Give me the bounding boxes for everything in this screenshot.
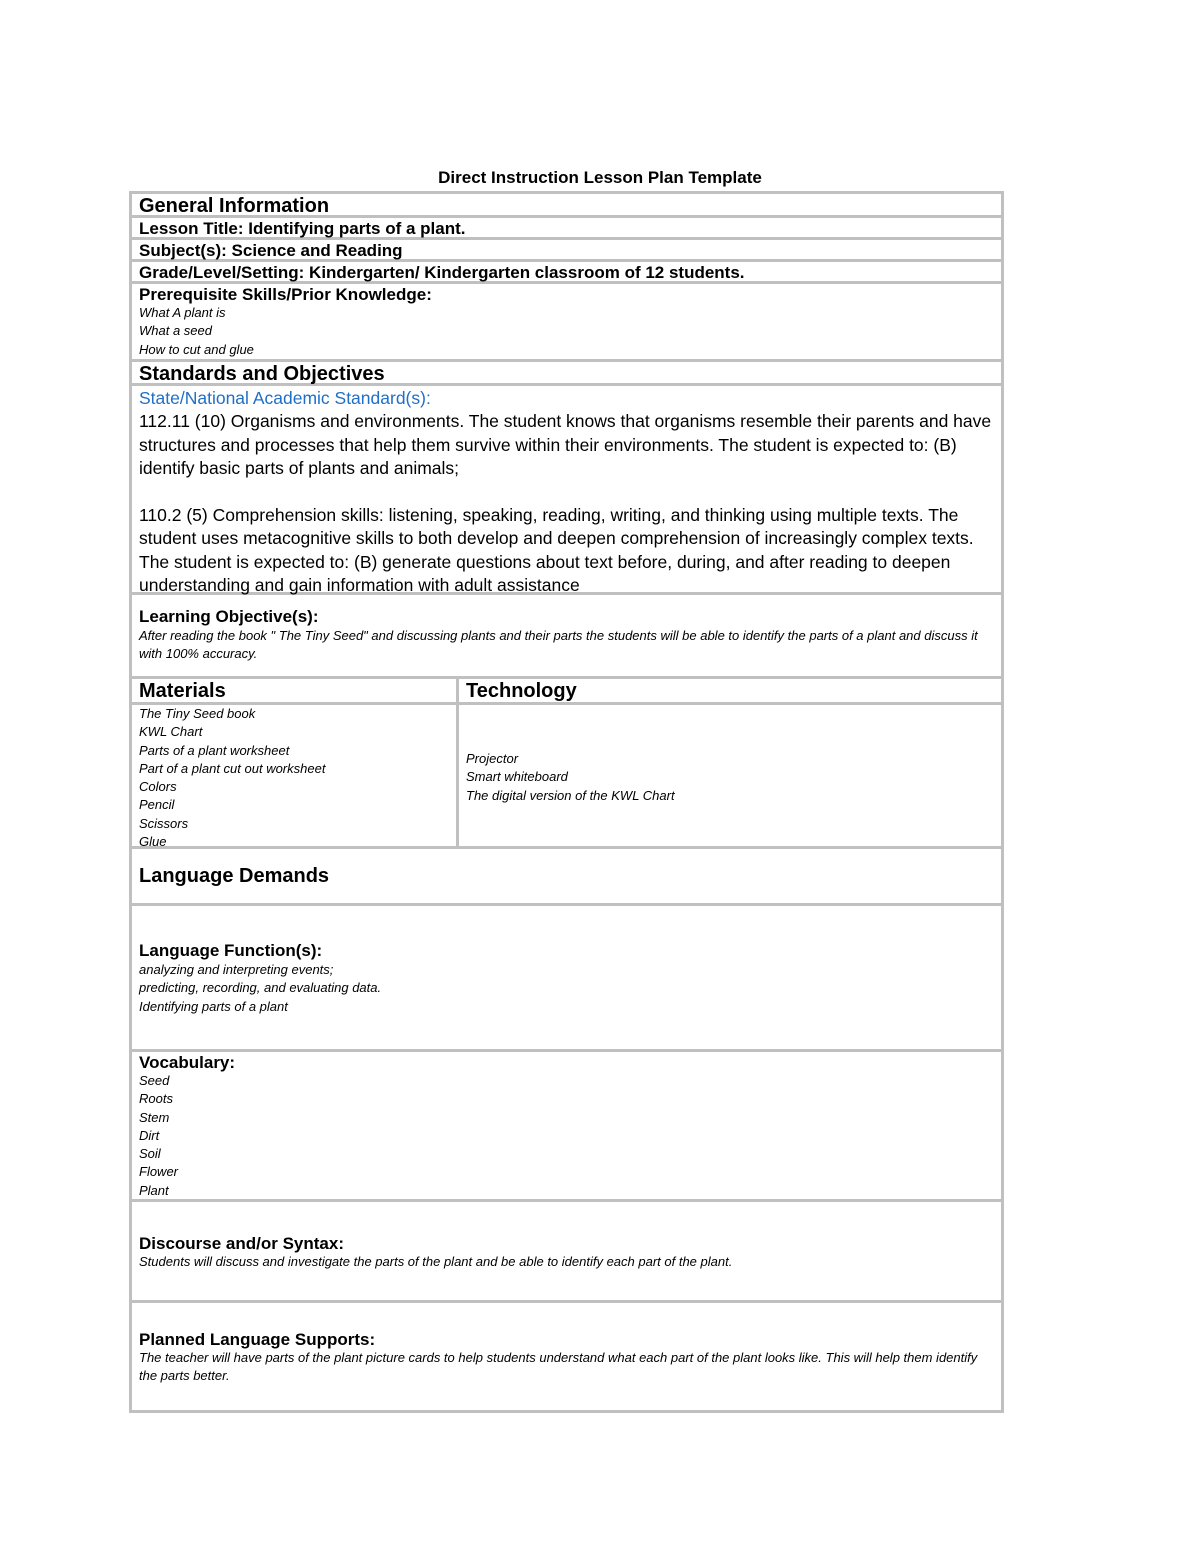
standards-row [132, 362, 1001, 386]
standard-112-11: 112.11 (10) Organisms and environments. The student knows that organisms resemble their parents and have structures and processes that help them survive within their environments. The student is expected to: (B) identify basic parts of plants and animals; [139, 411, 992, 479]
language-function-item: Identifying parts of a plant [139, 998, 288, 1014]
objective-text: After reading the book " The Tiny Seed" and discussing plants and their parts the students will be able to identify the parts of a plant and discuss it with 100% accuracy. [139, 628, 978, 662]
material-item: The Tiny Seed book [139, 706, 256, 721]
language-function-heading: Language Function(s): [139, 941, 323, 960]
vocabulary-item: Dirt [139, 1127, 160, 1143]
language-supports-row [132, 1303, 1001, 1410]
objectives-row [132, 595, 1001, 679]
general-info-heading: General Information [139, 195, 330, 217]
vocabulary-item: Stem [139, 1109, 170, 1125]
language-supports-heading: Planned Language Supports: [139, 1330, 376, 1349]
vocabulary-row [132, 1052, 1001, 1202]
vocabulary-item: Roots [139, 1091, 173, 1107]
vocabulary-item: Seed [139, 1073, 170, 1088]
vocabulary-item: Plant [139, 1182, 169, 1198]
language-function-row [132, 906, 1001, 1052]
language-supports-text: The teacher will have parts of the plant picture cards to help students understand what each part of the plant looks like. This will help them identify the parts better. [139, 1350, 978, 1384]
language-function-item: predicting, recording, and evaluating data. [139, 980, 382, 996]
prereq-row [132, 284, 1001, 362]
lesson-plan-table [129, 191, 1004, 1413]
standards-label: State/National Academic Standard(s): [139, 388, 431, 408]
document-title: Direct Instruction Lesson Plan Template [438, 168, 762, 187]
material-item: Part of a plant cut out worksheet [139, 760, 326, 776]
prereq-item: What a seed [139, 323, 212, 339]
prereq-item: How to cut and glue [139, 341, 254, 357]
subjects-row [132, 240, 1001, 262]
objective-heading: Learning Objective(s): [139, 607, 319, 626]
general-info-row [132, 194, 1001, 218]
technology-item: Projector [466, 751, 519, 766]
vocabulary-item: Soil [139, 1146, 161, 1162]
materials-list [132, 705, 459, 850]
discourse-text: Students will discuss and investigate the parts of the plant and be able to identify each part of the plant. [139, 1254, 733, 1269]
materials-technology-header-row [132, 679, 1001, 705]
vocabulary-item: Flower [139, 1164, 179, 1180]
technology-item: Smart whiteboard [466, 769, 568, 785]
technology-item: The digital version of the KWL Chart [466, 787, 675, 803]
material-item: Glue [139, 834, 167, 850]
material-item: Pencil [139, 797, 175, 813]
spacer [139, 481, 994, 504]
prereq-item: What A plant is [139, 305, 226, 320]
lesson-title: Lesson Title: Identifying parts of a plant. [139, 219, 466, 238]
material-item: KWL Chart [139, 724, 203, 740]
subjects: Subject(s): Science and Reading [139, 241, 403, 260]
grade-level-setting: Grade/Level/Setting: Kindergarten/ Kindergarten classroom of 12 students. [139, 263, 745, 282]
standard-110-2: 110.2 (5) Comprehension skills: listening, speaking, reading, writing, and thinking using multiple texts. The student uses metacognitive skills to both develop and deepen comprehension of increasingly complex texts. The student is expected to: (B) generate questions about text before, during, and after reading to deepen understanding and gain information with adult assistance [139, 505, 974, 596]
material-item: Scissors [139, 815, 189, 831]
lesson-title-row [132, 218, 1001, 240]
material-item: Parts of a plant worksheet [139, 742, 290, 758]
academic-standards-row [132, 386, 1001, 595]
material-item: Colors [139, 779, 177, 795]
language-demands-row [132, 849, 1001, 906]
discourse-heading: Discourse and/or Syntax: [139, 1234, 345, 1253]
standards-heading: Standards and Objectives [139, 363, 385, 385]
prereq-heading: Prerequisite Skills/Prior Knowledge: [139, 285, 432, 304]
discourse-row [132, 1202, 1001, 1303]
technology-list [459, 705, 1001, 846]
materials-technology-row [132, 705, 1001, 849]
language-demands-heading: Language Demands [139, 865, 330, 887]
materials-heading: Materials [132, 679, 459, 702]
vocabulary-heading: Vocabulary: [139, 1053, 236, 1072]
language-function-item: analyzing and interpreting events; [139, 962, 334, 977]
technology-heading: Technology [466, 680, 577, 702]
grade-row [132, 262, 1001, 284]
